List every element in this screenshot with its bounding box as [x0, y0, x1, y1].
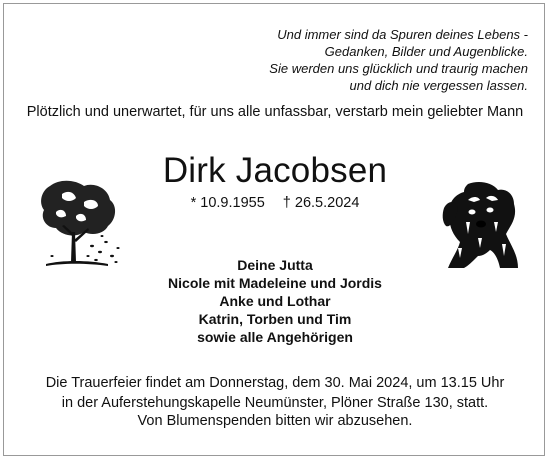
birth-date: * 10.9.1955: [190, 195, 265, 211]
mourner-line: Katrin, Torben und Tim: [198, 311, 352, 327]
mourner-line: Anke und Lothar: [219, 293, 331, 309]
ceremony-line: in der Auferstehungskapelle Neumünster, Plöner Straße 130, statt.: [61, 395, 489, 411]
memorial-poem: [208, 26, 528, 94]
deceased-name: Dirk Jacobsen: [162, 151, 388, 190]
mourner-line: Nicole mit Madeleine und Jordis: [168, 275, 382, 291]
death-date: † 26.5.2024: [282, 195, 360, 211]
ceremony-line: Die Trauerfeier findet am Donnerstag, dem 30. Mai 2024, um 13.15 Uhr: [45, 375, 505, 391]
funeral-ceremony-info: [0, 373, 550, 413]
poem-line: und dich nie vergessen lassen.: [349, 78, 528, 93]
mourner-line: sowie alle Angehörigen: [197, 329, 353, 345]
poem-line: Sie werden uns glücklich und traurig machen: [269, 61, 528, 76]
mourner-line: Deine Jutta: [237, 257, 313, 273]
mourners-list: [0, 256, 550, 346]
poem-line: Gedanken, Bilder und Augenblicke.: [324, 44, 528, 59]
no-flowers-request: Von Blumenspenden bitten wir abzusehen.: [137, 413, 413, 429]
announcement-intro: Plötzlich und unerwartet, für uns alle unfassbar, verstarb mein geliebter Mann: [26, 104, 524, 120]
poem-line: Und immer sind da Spuren deines Lebens -: [277, 27, 528, 42]
